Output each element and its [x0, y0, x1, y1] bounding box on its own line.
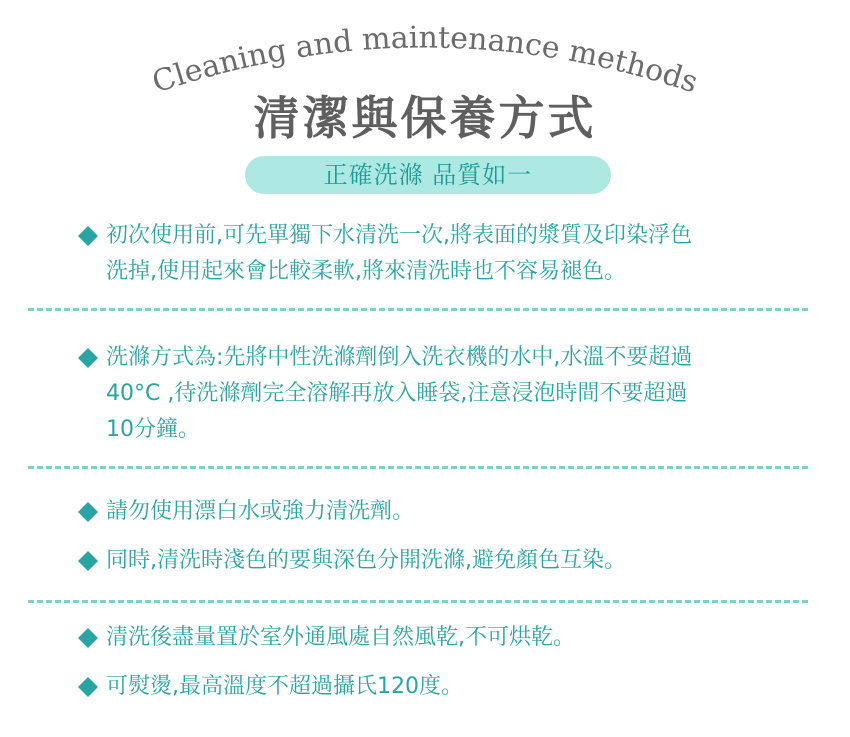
list-item — [78, 340, 798, 448]
subtitle-en: Cleaning and maintenance methods — [148, 20, 703, 101]
item-line: 可熨燙,最高溫度不超過攝氏120度。 — [106, 674, 463, 699]
diamond-bullet-icon — [78, 628, 98, 648]
item-line: 洗掉,使用起來會比較柔軟,將來清洗時也不容易褪色。 — [106, 259, 626, 284]
page-title: 清潔與保養方式 — [253, 91, 597, 145]
diamond-bullet-icon — [78, 226, 98, 246]
list-item — [78, 543, 798, 579]
divider — [28, 308, 808, 311]
diamond-bullet-icon — [78, 502, 98, 522]
item-line: 同時,清洗時淺色的要與深色分開洗滌,避免顏色互染。 — [106, 548, 626, 573]
item-line: 40°C ,待洗滌劑完全溶解再放入睡袋,注意浸泡時間不要超過 — [106, 381, 688, 406]
item-line: 請勿使用漂白水或強力清洗劑。 — [106, 499, 415, 524]
tagline-badge: 正確洗滌 品質如一 — [245, 156, 611, 194]
item-line: 初次使用前,可先單獨下水清洗一次,將表面的漿質及印染浮色 — [106, 223, 692, 248]
divider — [28, 466, 808, 469]
item-line: 10分鐘。 — [106, 417, 200, 442]
diamond-bullet-icon — [78, 348, 98, 368]
diamond-bullet-icon — [78, 551, 98, 571]
item-line: 洗滌方式為:先將中性洗滌劑倒入洗衣機的水中,水溫不要超過 — [106, 345, 693, 370]
diamond-bullet-icon — [78, 677, 98, 697]
list-item — [78, 620, 798, 656]
list-item — [78, 218, 798, 290]
list-item — [78, 669, 798, 705]
divider — [28, 600, 808, 603]
item-line: 清洗後盡量置於室外通風處自然風乾,不可烘乾。 — [106, 625, 575, 650]
list-item — [78, 494, 798, 530]
